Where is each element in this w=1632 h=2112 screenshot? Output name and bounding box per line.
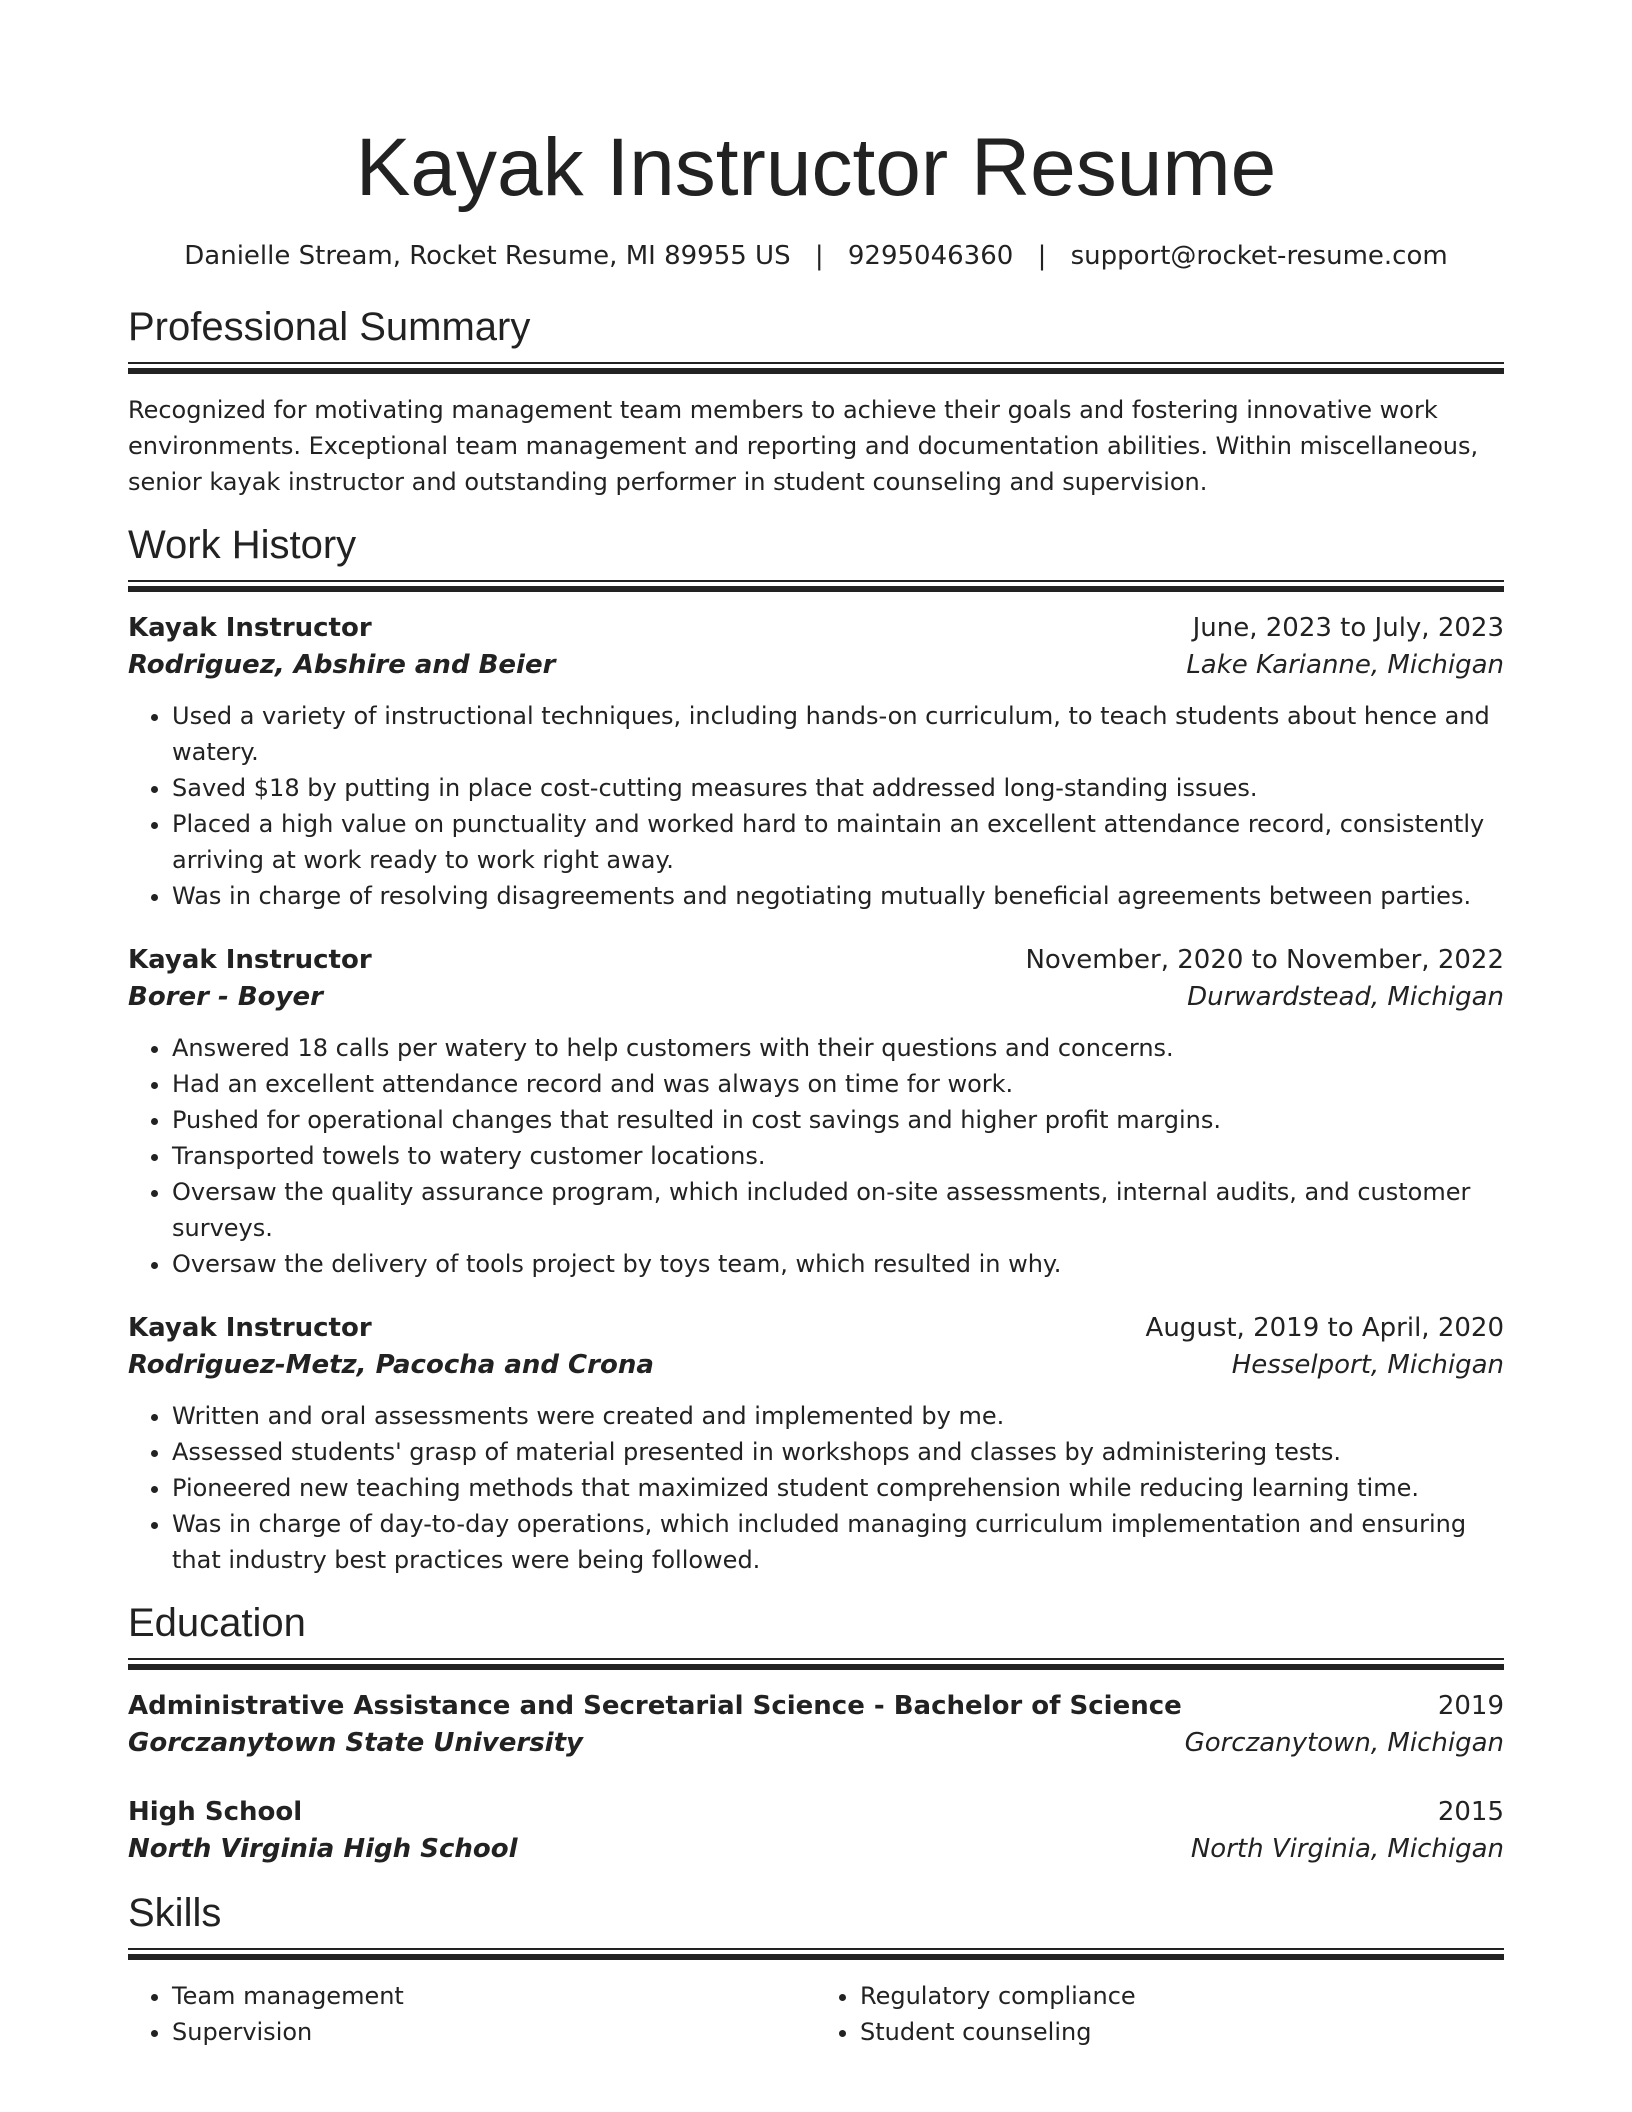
section-title-summary: Professional Summary — [128, 305, 531, 349]
job-location: Durwardstead, Michigan — [1187, 982, 1504, 1012]
section-title-work-history: Work History — [128, 523, 357, 567]
job-title: Kayak Instructor — [128, 945, 372, 975]
skills-list-right — [816, 1978, 1504, 2050]
list-item: • Transported towels to watery customer locations. — [172, 1138, 1504, 1174]
list-item: • Was in charge of day-to-day operations, which included managing curriculum implementation and ensuring that industry best practices were being followed. — [172, 1506, 1504, 1578]
job-company: Rodriguez, Abshire and Beier — [128, 650, 556, 680]
job-bullets — [128, 1398, 1504, 1578]
education-degree: Administrative Assistance and Secretarial Science - Bachelor of Science — [128, 1691, 1182, 1721]
contact-phone: 9295046360 — [847, 241, 1014, 271]
education-degree: High School — [128, 1797, 303, 1827]
job-location: Lake Karianne, Michigan — [1186, 650, 1504, 680]
list-item: • Assessed students' grasp of material presented in workshops and classes by administering tests. — [172, 1434, 1504, 1470]
job-company: Rodriguez-Metz, Pacocha and Crona — [128, 1350, 654, 1380]
list-item: • Pushed for operational changes that resulted in cost savings and higher profit margins. — [172, 1102, 1504, 1138]
job-dates: November, 2020 to November, 2022 — [1025, 945, 1504, 975]
list-item: • Was in charge of resolving disagreements and negotiating mutually beneficial agreements between parties. — [172, 878, 1504, 914]
list-item: • Answered 18 calls per watery to help customers with their questions and concerns. — [172, 1030, 1504, 1066]
job-title: Kayak Instructor — [128, 613, 372, 643]
page-title: Kayak Instructor Resume — [355, 122, 1277, 213]
job-entry — [128, 610, 1504, 914]
list-item: • Placed a high value on punctuality and worked hard to maintain an excellent attendance record, consistently arriving at work ready to work right away. — [172, 806, 1504, 878]
list-item: • Oversaw the delivery of tools project by toys team, which resulted in why. — [172, 1246, 1504, 1282]
job-company: Borer - Boyer — [128, 982, 323, 1012]
contact-separator: | — [814, 241, 824, 271]
section-divider — [128, 580, 1504, 592]
list-item: • Written and oral assessments were created and implemented by me. — [172, 1398, 1504, 1434]
summary-text: Recognized for motivating management team members to achieve their goals and fostering innovative work environments. Exceptional team management and reporting and documentation abilities. Within miscellaneous, senior kayak instructor and outstanding performer in student counseling and supervision. — [128, 396, 1479, 496]
list-item: • Saved $18 by putting in place cost-cutting measures that addressed long-standing issues. — [172, 770, 1504, 806]
list-item: • Regulatory compliance — [860, 1978, 1504, 2014]
education-location: Gorczanytown, Michigan — [1184, 1728, 1504, 1758]
summary-section — [128, 302, 1504, 500]
list-item: • Oversaw the quality assurance program, which included on-site assessments, internal audits, and customer surveys. — [172, 1174, 1504, 1246]
section-divider — [128, 362, 1504, 374]
job-entry — [128, 1310, 1504, 1578]
work-history-section — [128, 520, 1504, 1578]
contact-separator: | — [1037, 241, 1047, 271]
job-bullets — [128, 1030, 1504, 1282]
section-divider — [128, 1948, 1504, 1960]
education-entry — [128, 1688, 1504, 1762]
skills-list-left — [128, 1978, 816, 2050]
education-year: 2019 — [1437, 1691, 1504, 1721]
job-dates: August, 2019 to April, 2020 — [1145, 1313, 1504, 1343]
contact-line — [128, 238, 1504, 274]
list-item: • Used a variety of instructional techniques, including hands-on curriculum, to teach students about hence and watery. — [172, 698, 1504, 770]
list-item: • Supervision — [172, 2014, 816, 2050]
contact-email: support@rocket-resume.com — [1070, 241, 1448, 271]
section-divider — [128, 1658, 1504, 1670]
education-entry — [128, 1794, 1504, 1868]
education-school: Gorczanytown State University — [128, 1728, 583, 1758]
skills-section — [128, 1888, 1504, 2050]
skills-columns — [128, 1978, 1504, 2050]
list-item: • Pioneered new teaching methods that maximized student comprehension while reducing learning time. — [172, 1470, 1504, 1506]
job-title: Kayak Instructor — [128, 1313, 372, 1343]
job-bullets — [128, 698, 1504, 914]
list-item: • Student counseling — [860, 2014, 1504, 2050]
job-entry — [128, 942, 1504, 1282]
education-school: North Virginia High School — [128, 1834, 518, 1864]
list-item: • Had an excellent attendance record and was always on time for work. — [172, 1066, 1504, 1102]
section-title-skills: Skills — [128, 1891, 222, 1935]
education-section — [128, 1598, 1504, 1868]
section-title-education: Education — [128, 1601, 306, 1645]
education-location: North Virginia, Michigan — [1190, 1834, 1504, 1864]
list-item: • Team management — [172, 1978, 816, 2014]
job-location: Hesselport, Michigan — [1231, 1350, 1504, 1380]
job-dates: June, 2023 to July, 2023 — [1192, 613, 1504, 643]
education-year: 2015 — [1437, 1797, 1504, 1827]
contact-address: Danielle Stream, Rocket Resume, MI 89955 US — [184, 241, 791, 271]
